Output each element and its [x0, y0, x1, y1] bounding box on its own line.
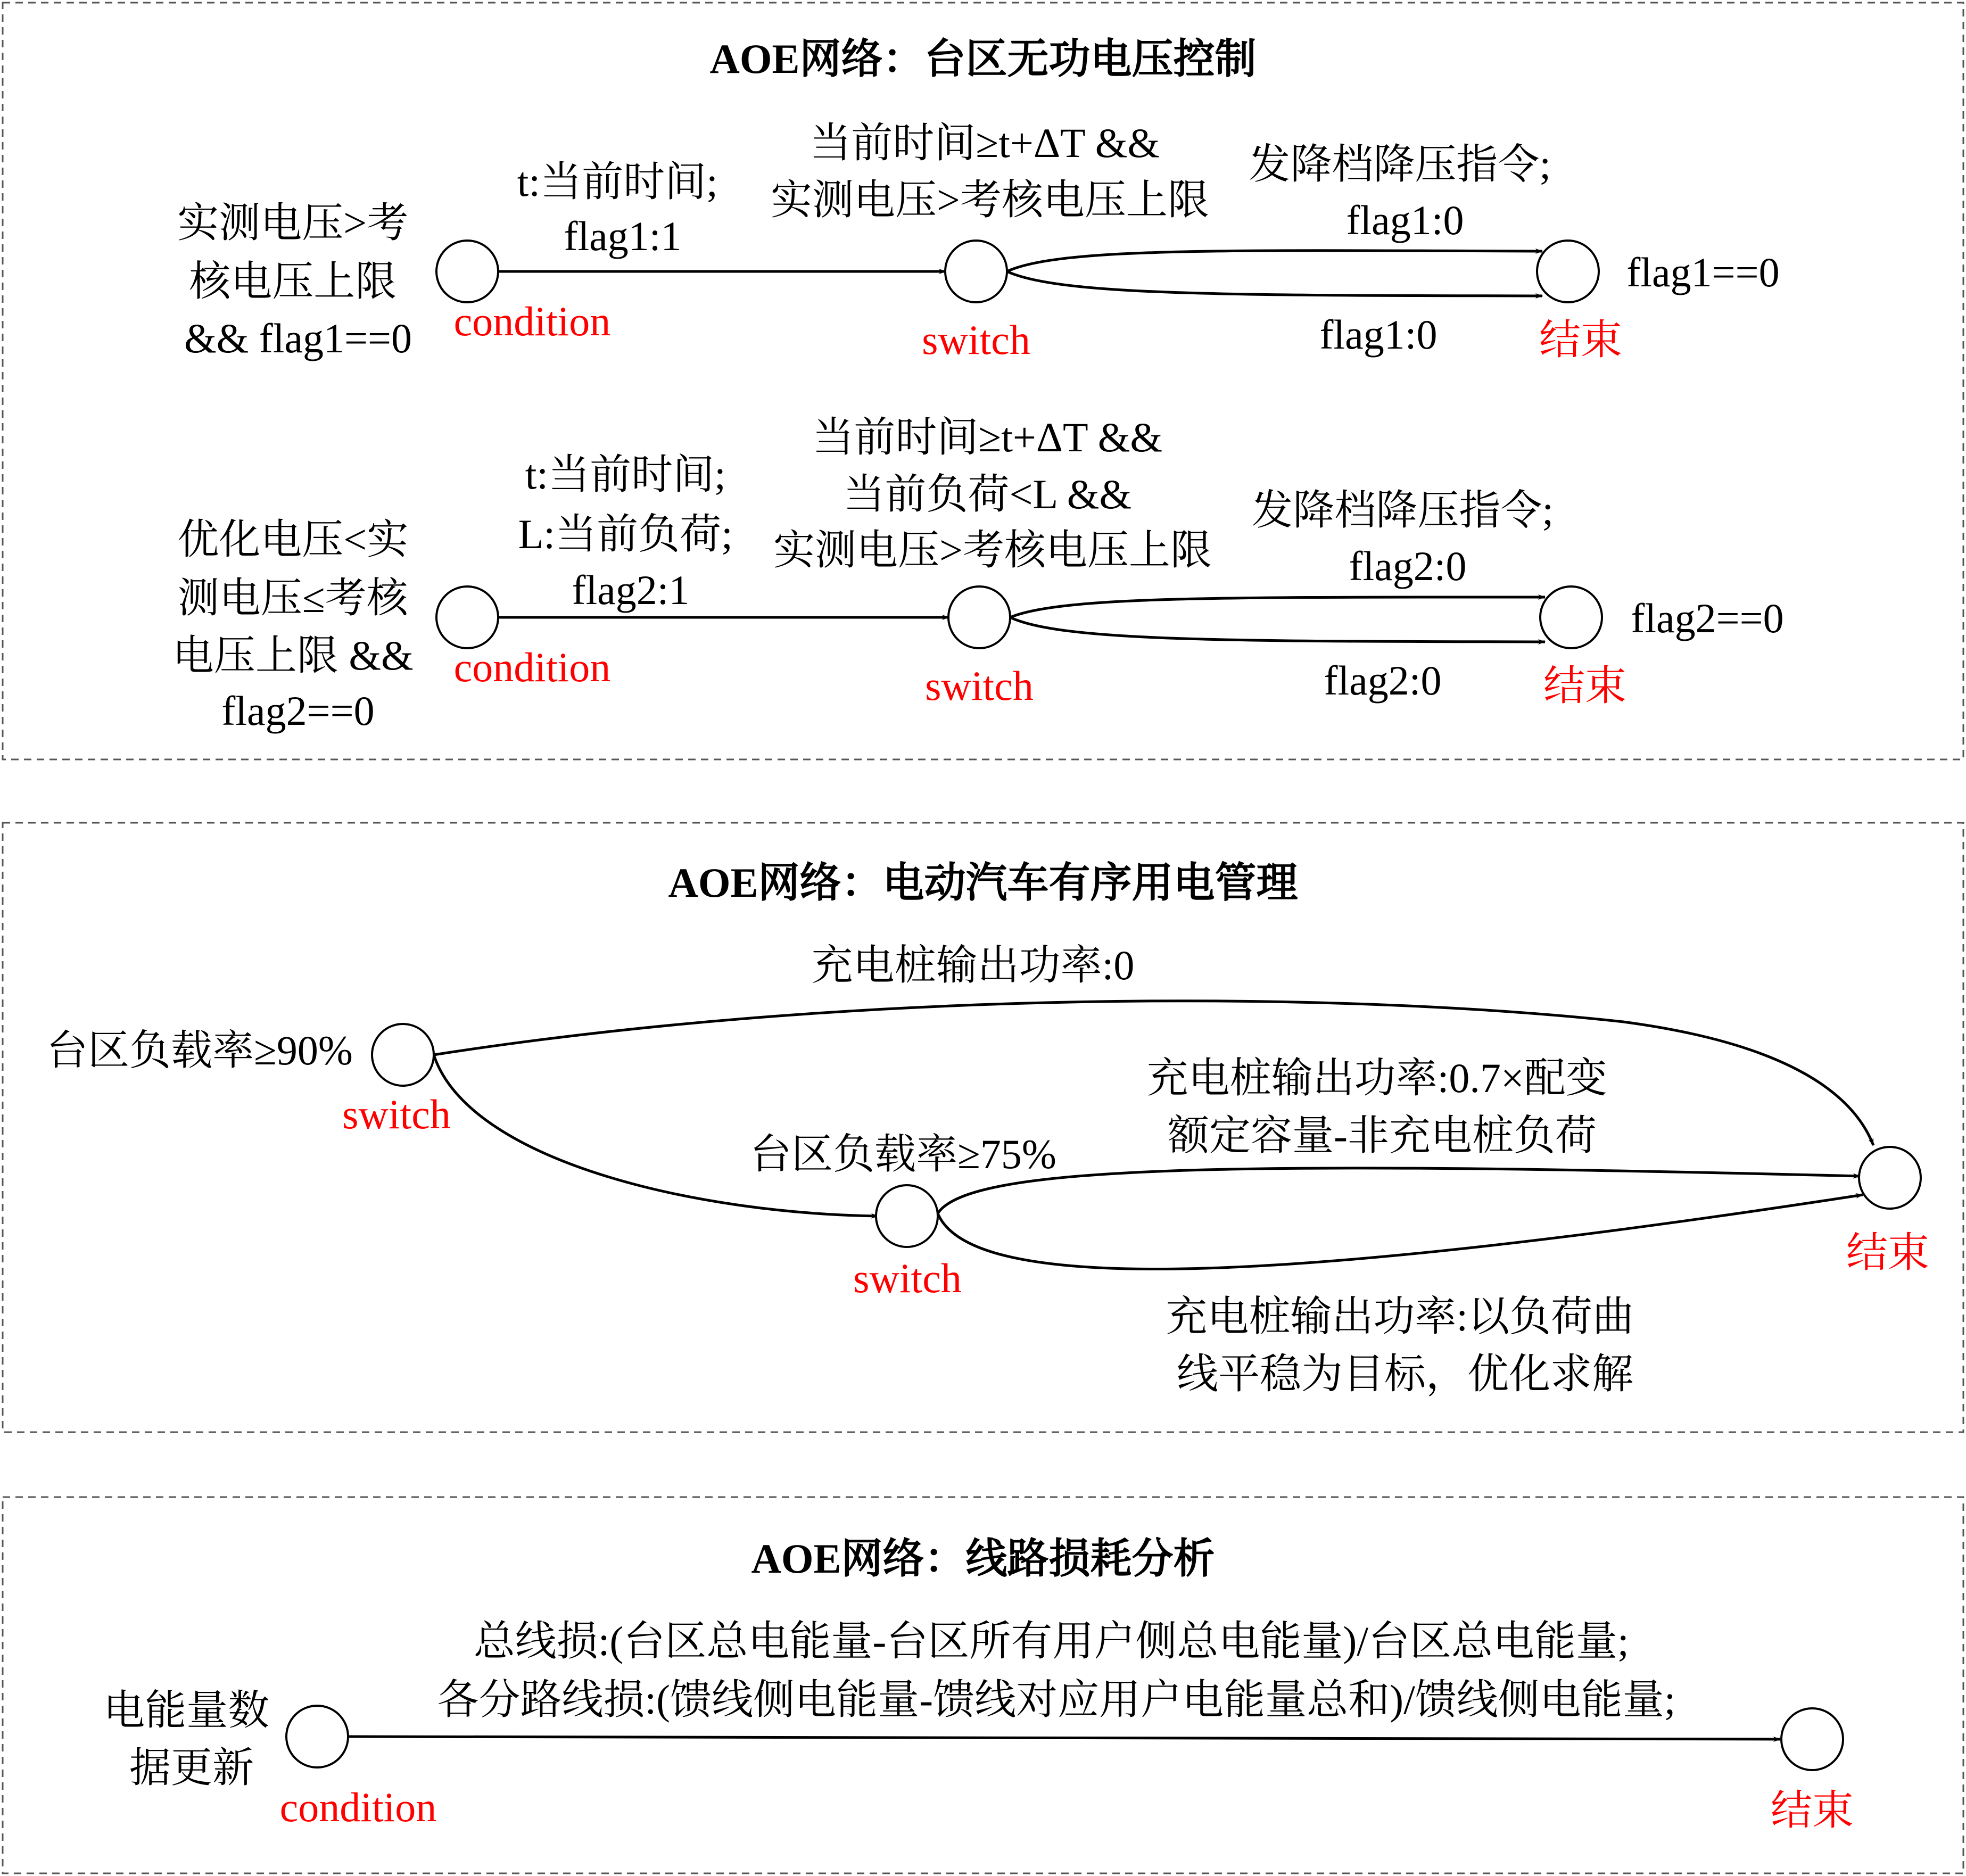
mid-switch-label: 台区负载率≥75%: [750, 1131, 1056, 1177]
edge-label-loss-formulas: 总线损:(台区总电能量-台区所有用户侧总电能量)/台区总电能量; 各分路线损:(馈线侧电能量-馈线对应用户电能量总和)/馈线侧电能量;: [437, 1618, 1676, 1723]
start-condition-label: 实测电压>考 核电压上限 && flag1==0: [177, 200, 412, 361]
voltage-row-2: [172, 414, 1784, 734]
condition-node: [436, 241, 498, 302]
edge-label-upper: 发降档降压指令; flag2:0: [1251, 487, 1554, 589]
switch-node: [948, 586, 1010, 648]
edge-label-upper: 发降档降压指令; flag1:0: [1249, 141, 1551, 243]
edge-switch-lower: [1007, 271, 1542, 296]
voltage-row-1: [177, 120, 1779, 363]
start-condition-label: 优化电压<实 测电压≤考核 电压上限 && flag2==0: [172, 516, 414, 734]
node-type-end: 结束: [1770, 1787, 1854, 1833]
node-type-switch: switch: [922, 317, 1030, 363]
switch-node: [372, 1024, 434, 1086]
start-switch-label: 台区负载率≥90%: [46, 1027, 353, 1073]
panel-title-line-loss: AOE网络：线路损耗分析: [751, 1535, 1215, 1582]
line-loss-network: [103, 1618, 1854, 1833]
end-condition-label: flag2==0: [1631, 595, 1784, 641]
node-type-condition: condition: [279, 1784, 437, 1830]
condition-node: [436, 586, 498, 648]
edge-label-lower: flag2:0: [1324, 657, 1442, 704]
panel-frame-ev-charging: [3, 823, 1963, 1432]
node-type-condition: condition: [453, 298, 611, 344]
edge-switch-upper: [1010, 597, 1545, 617]
end-condition-label: flag1==0: [1626, 249, 1780, 295]
edge-label-top: 充电桩输出功率:0: [811, 942, 1135, 988]
switch-node: [876, 1185, 938, 1247]
end-node: [1859, 1147, 1921, 1209]
edge-label-upper: 充电桩输出功率:0.7×配变 额定容量-非充电桩负荷: [1146, 1055, 1607, 1159]
panel-title-ev-charging: AOE网络：电动汽车有序用电管理: [668, 860, 1298, 906]
end-node: [1540, 586, 1602, 648]
ev-charging-network: [46, 942, 1929, 1397]
edge-label-lower: 充电桩输出功率:以负荷曲 线平稳为目标，优化求解: [1166, 1293, 1634, 1397]
node-type-end: 结束: [1846, 1229, 1930, 1276]
switch-node: [945, 241, 1007, 302]
edge-label-init: t:当前时间; flag1:1: [517, 159, 718, 259]
end-node: [1781, 1708, 1843, 1770]
edge-switch-lower: [1010, 617, 1545, 642]
node-type-end: 结束: [1543, 663, 1627, 709]
switch-condition-label: 当前时间≥t+ΔT && 当前负荷<L && 实测电压>考核电压上限: [773, 414, 1212, 573]
edge-start-to-end: [348, 1737, 1780, 1739]
edge-switch-upper: [1007, 251, 1542, 271]
node-type-switch: switch: [853, 1255, 962, 1301]
edge-mid-lower: [938, 1195, 1863, 1269]
node-type-condition: condition: [453, 644, 611, 690]
end-node: [1537, 241, 1599, 302]
node-type-switch: switch: [925, 663, 1034, 709]
edge-mid-upper: [938, 1168, 1860, 1213]
node-type-switch: switch: [342, 1091, 451, 1137]
panel-title-voltage-control: AOE网络：台区无功电压控制: [709, 36, 1257, 82]
node-type-end: 结束: [1539, 317, 1623, 363]
switch-condition-label: 当前时间≥t+ΔT && 实测电压>考核电压上限: [771, 120, 1209, 223]
edge-label-lower: flag1:0: [1319, 311, 1438, 358]
start-condition-label: 电能量数 据更新: [103, 1687, 270, 1791]
condition-node: [286, 1706, 348, 1767]
edge-label-init: t:当前时间; L:当前负荷; flag2:1: [518, 451, 733, 613]
